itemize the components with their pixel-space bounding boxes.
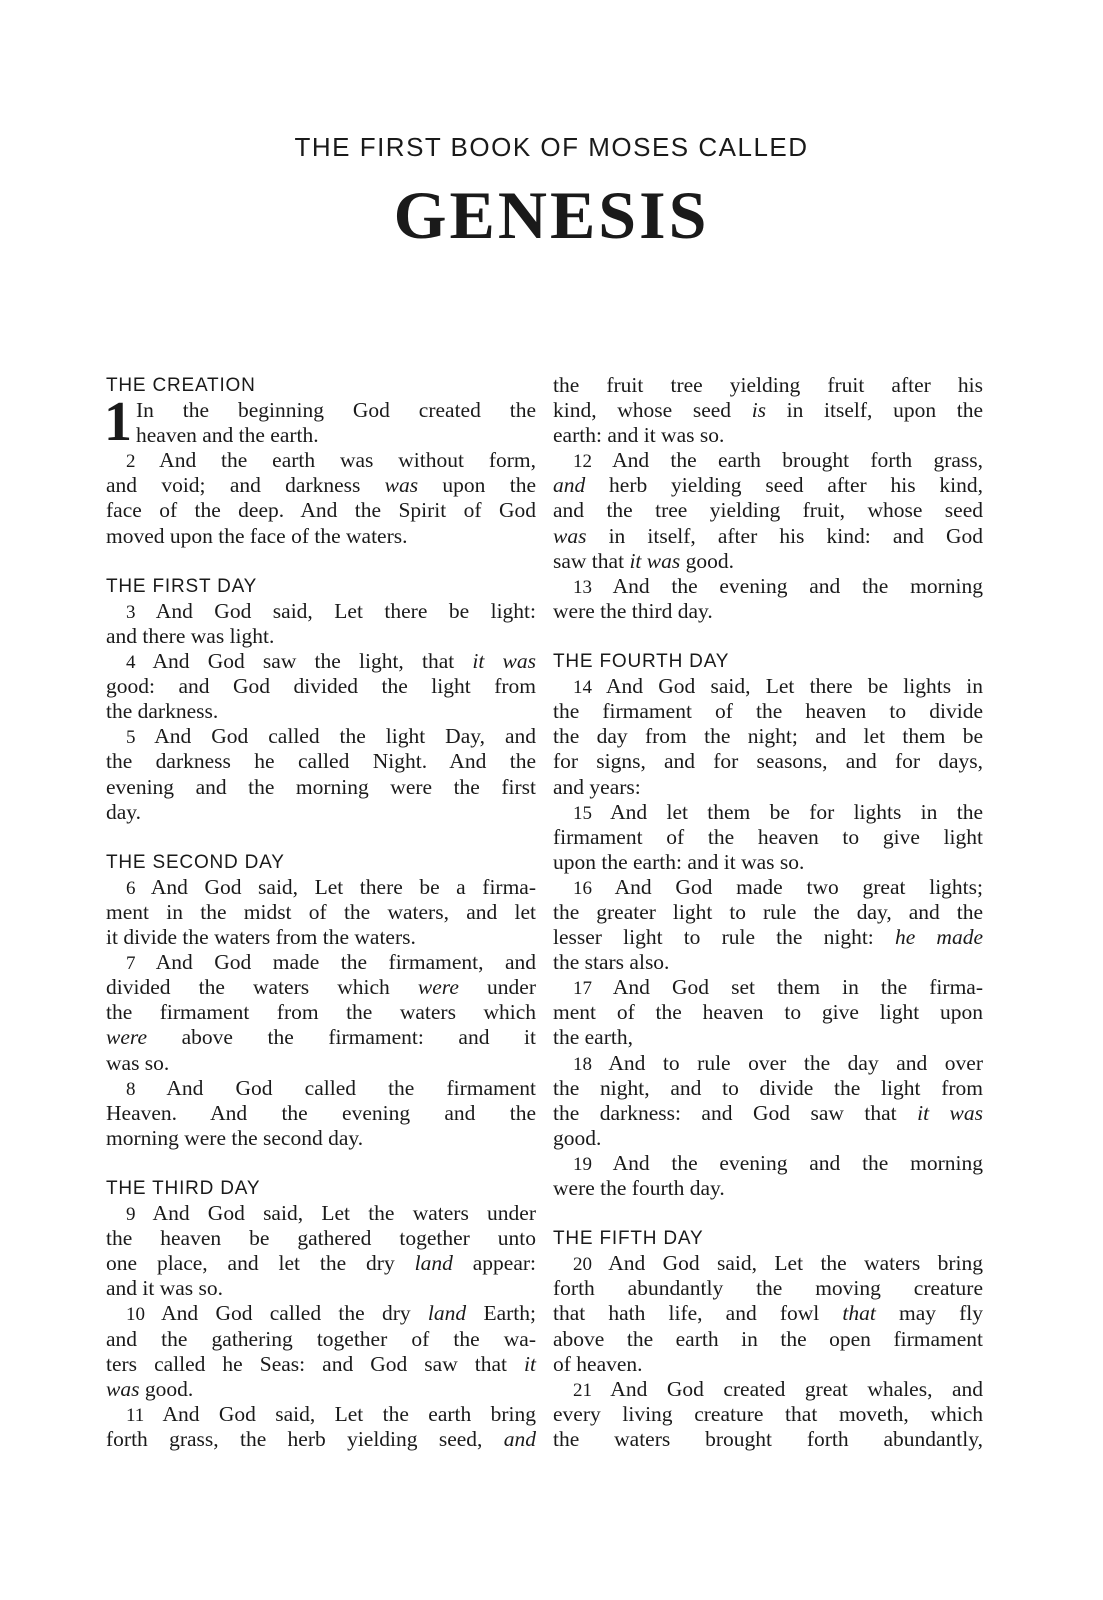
text-line: firmament of the heaven to give light <box>553 824 983 849</box>
text-line: the stars also. <box>553 950 670 975</box>
text-line: above the earth in the open firmament <box>553 1326 983 1351</box>
verse-number: 13 <box>573 576 592 598</box>
italic-word: were <box>417 975 459 1000</box>
text-line: evening and the morning were the first <box>106 774 536 799</box>
text-line: forth abundantly the moving creature <box>553 1276 983 1301</box>
text-line <box>106 875 536 900</box>
text-line: the darkness he called Night. And the <box>106 749 536 774</box>
text-run: in itself, upon the <box>766 398 983 423</box>
chapter-number-dropcap: 1 <box>104 391 132 453</box>
text-line: the earth, <box>553 1025 633 1050</box>
section-heading: THE FIFTH DAY <box>553 1228 704 1250</box>
section-heading: THE FIRST DAY <box>106 575 258 597</box>
text-run: and void; and darkness <box>106 473 385 498</box>
italic-word: were <box>106 1025 147 1050</box>
verse-number: 18 <box>573 1053 592 1075</box>
text-line: every living creature that moveth, which <box>553 1401 983 1426</box>
text-line <box>106 975 536 1000</box>
italic-word: was <box>106 1376 140 1401</box>
italic-word: it was <box>472 649 536 674</box>
text-line <box>106 599 536 624</box>
italic-word: and <box>503 1426 536 1451</box>
right-column <box>553 373 983 1452</box>
text-line <box>553 1377 983 1402</box>
italic-word: was <box>384 473 419 498</box>
text-run: good. <box>680 548 734 573</box>
text-line <box>106 1251 536 1276</box>
verse-number: 8 <box>126 1078 136 1100</box>
text-line <box>106 1025 536 1050</box>
text-run: And God made two great lights; <box>592 874 983 899</box>
italic-word: land <box>427 1301 467 1326</box>
text-line: and years: <box>553 774 641 799</box>
text-line: and the gathering together of the wa- <box>106 1326 536 1351</box>
text-line: the firmament from the waters which <box>106 1000 536 1025</box>
section-heading: THE SECOND DAY <box>106 851 285 873</box>
text-line <box>553 549 983 574</box>
text-line <box>553 674 983 699</box>
text-line <box>553 1101 983 1126</box>
text-line: Heaven. And the evening and the <box>106 1100 536 1125</box>
text-run: And God said, Let the waters under <box>135 1201 536 1226</box>
verse-number: 4 <box>126 652 136 674</box>
section-gap <box>106 1151 536 1176</box>
section-gap <box>106 825 536 850</box>
verse-number: 14 <box>573 677 592 699</box>
verse-number: 7 <box>126 953 136 975</box>
text-line: the day from the night; and let them be <box>553 724 983 749</box>
verse-number: 15 <box>573 802 592 824</box>
verse-number: 9 <box>126 1204 136 1226</box>
verse-number: 6 <box>126 877 136 899</box>
text-run: And God saw the light, that <box>135 649 473 674</box>
italic-word: that <box>842 1301 876 1326</box>
verse-number: 11 <box>126 1404 145 1426</box>
text-line <box>553 925 983 950</box>
verse-number: 10 <box>126 1304 145 1326</box>
verse-number: 17 <box>573 978 592 1000</box>
section-heading: THE THIRD DAY <box>106 1178 261 1199</box>
text-line <box>106 1201 536 1226</box>
text-line: and the tree yielding fruit, whose seed <box>553 498 983 523</box>
text-line <box>106 950 536 975</box>
text-line: the darkness. <box>106 699 219 724</box>
text-line: the night, and to divide the light from <box>553 1075 983 1100</box>
text-run: upon the <box>418 473 536 498</box>
text-run: And the earth was without form, <box>135 448 536 473</box>
text-line: of heaven. <box>553 1351 643 1376</box>
italic-word: it <box>524 1351 536 1376</box>
text-line: heaven and the earth. <box>136 423 319 448</box>
text-line <box>553 398 983 423</box>
text-line: and it was so. <box>106 1276 224 1301</box>
text-line <box>553 1051 983 1076</box>
text-run: the darkness: and God saw that <box>553 1100 918 1125</box>
text-run: saw that <box>553 548 630 573</box>
text-line: earth: and it was so. <box>553 423 725 448</box>
text-run: lesser light to rule the night: <box>553 925 895 950</box>
text-line <box>553 875 983 900</box>
book-title: GENESIS <box>393 177 710 253</box>
italic-word: is <box>751 398 767 423</box>
section-gap <box>553 1201 983 1226</box>
text-line <box>553 1301 983 1326</box>
book-superscription: THE FIRST BOOK OF MOSES CALLED <box>294 132 809 162</box>
text-line: and there was light. <box>106 623 275 648</box>
text-run: may fly <box>875 1301 984 1326</box>
text-line <box>553 800 983 825</box>
text-line: the fruit tree yielding fruit after his <box>553 373 983 397</box>
verse-number: 3 <box>126 601 136 623</box>
text-line <box>106 1377 536 1402</box>
text-line: the greater light to rule the day, and the <box>553 899 983 924</box>
text-line: was so. <box>106 1050 170 1075</box>
text-run: good. <box>139 1376 194 1401</box>
text-run: in itself, after his kind: and God <box>586 523 983 548</box>
text-line: the firmament of the heaven to divide <box>553 699 983 724</box>
text-line <box>106 1427 536 1452</box>
text-line: ment of the heaven to give light upon <box>553 1000 983 1025</box>
text-line <box>553 448 983 473</box>
text-line <box>106 473 536 498</box>
italic-word: it was <box>917 1100 983 1125</box>
text-line: were the fourth day. <box>553 1176 725 1200</box>
text-run: And God said, Let there be lights in <box>592 674 983 699</box>
text-line <box>106 448 536 473</box>
text-run: And God set them in the firma- <box>592 975 983 1000</box>
text-run: forth grass, the herb yielding seed, <box>106 1426 504 1451</box>
text-run: under <box>458 975 536 1000</box>
italic-word: was <box>553 523 587 548</box>
left-column <box>106 373 536 1452</box>
text-line: for signs, and for seasons, and for days, <box>553 749 983 774</box>
verse-number: 2 <box>126 451 136 473</box>
text-line: upon the earth: and it was so. <box>553 849 805 874</box>
text-line: moved upon the face of the waters. <box>106 523 408 548</box>
italic-word: he made <box>894 925 983 950</box>
text-line <box>553 975 983 1000</box>
text-run: And God made the firmament, and <box>135 950 536 975</box>
text-run: And God created great whales, and <box>592 1376 983 1401</box>
text-run: Earth; <box>466 1301 536 1326</box>
text-line: the heaven be gathered together unto <box>106 1226 536 1251</box>
text-line <box>106 1352 536 1377</box>
text-line: face of the deep. And the Spirit of God <box>106 498 536 523</box>
text-line <box>553 1251 983 1276</box>
text-run: And the evening and the morning <box>592 573 983 598</box>
text-run: divided the waters which <box>106 975 418 1000</box>
text-run: kind, whose seed <box>553 398 752 423</box>
text-line: were the third day. <box>553 598 713 623</box>
text-run: that hath life, and fowl <box>553 1301 843 1326</box>
section-heading: THE CREATION <box>106 375 256 396</box>
text-line <box>553 473 983 498</box>
verse-number: 21 <box>573 1379 592 1401</box>
italic-word: land <box>414 1251 453 1276</box>
text-run: And God said, Let there be a firma- <box>135 874 536 899</box>
text-run: And God said, Let the earth bring <box>144 1401 536 1426</box>
text-line <box>553 524 983 549</box>
text-line: the waters brought forth abundantly, <box>553 1426 983 1451</box>
section-gap <box>553 624 983 649</box>
verse-number: 20 <box>573 1254 592 1276</box>
text-run: And God called the dry <box>145 1301 428 1326</box>
verse-number: 16 <box>573 877 592 899</box>
text-line: morning were the second day. <box>106 1125 364 1150</box>
text-run: And God called the light Day, and <box>135 724 536 749</box>
text-line <box>106 724 536 749</box>
text-run: one place, and let the dry <box>106 1251 415 1276</box>
text-line: it divide the waters from the waters. <box>106 925 416 950</box>
verse-number: 5 <box>126 727 136 749</box>
text-run: And to rule over the day and over <box>592 1050 983 1075</box>
text-line: good. <box>553 1125 602 1150</box>
text-run: herb yielding seed after his kind, <box>585 473 983 498</box>
section-gap <box>106 549 536 574</box>
text-line <box>106 1402 536 1427</box>
text-run: And the evening and the morning <box>592 1150 983 1175</box>
text-line: ment in the midst of the waters, and let <box>106 899 536 924</box>
text-line: good: and God divided the light from <box>106 674 536 699</box>
text-line <box>106 1076 536 1101</box>
section-heading: THE FOURTH DAY <box>553 651 730 673</box>
text-line <box>106 1301 536 1326</box>
italic-word: it was <box>629 548 681 573</box>
text-run: appear: <box>452 1251 537 1276</box>
text-run: And the earth brought forth grass, <box>592 448 983 473</box>
text-run: And God said, Let there be light: <box>135 598 536 623</box>
text-line <box>553 1151 983 1176</box>
text-run: And God called the firmament <box>135 1075 536 1100</box>
text-line <box>553 574 983 599</box>
text-run: above the firmament: and it <box>147 1025 536 1050</box>
text-line: day. <box>106 799 142 824</box>
verse-number: 19 <box>573 1153 592 1175</box>
text-line: In the beginning God created the <box>136 398 536 423</box>
text-line <box>106 649 536 674</box>
verse-number: 12 <box>573 451 592 473</box>
text-run: And let them be for lights in the <box>592 799 983 824</box>
text-run: ters called he Seas: and God saw that <box>106 1351 525 1376</box>
text-run: And God said, Let the waters bring <box>592 1251 983 1276</box>
italic-word: and <box>553 473 586 498</box>
